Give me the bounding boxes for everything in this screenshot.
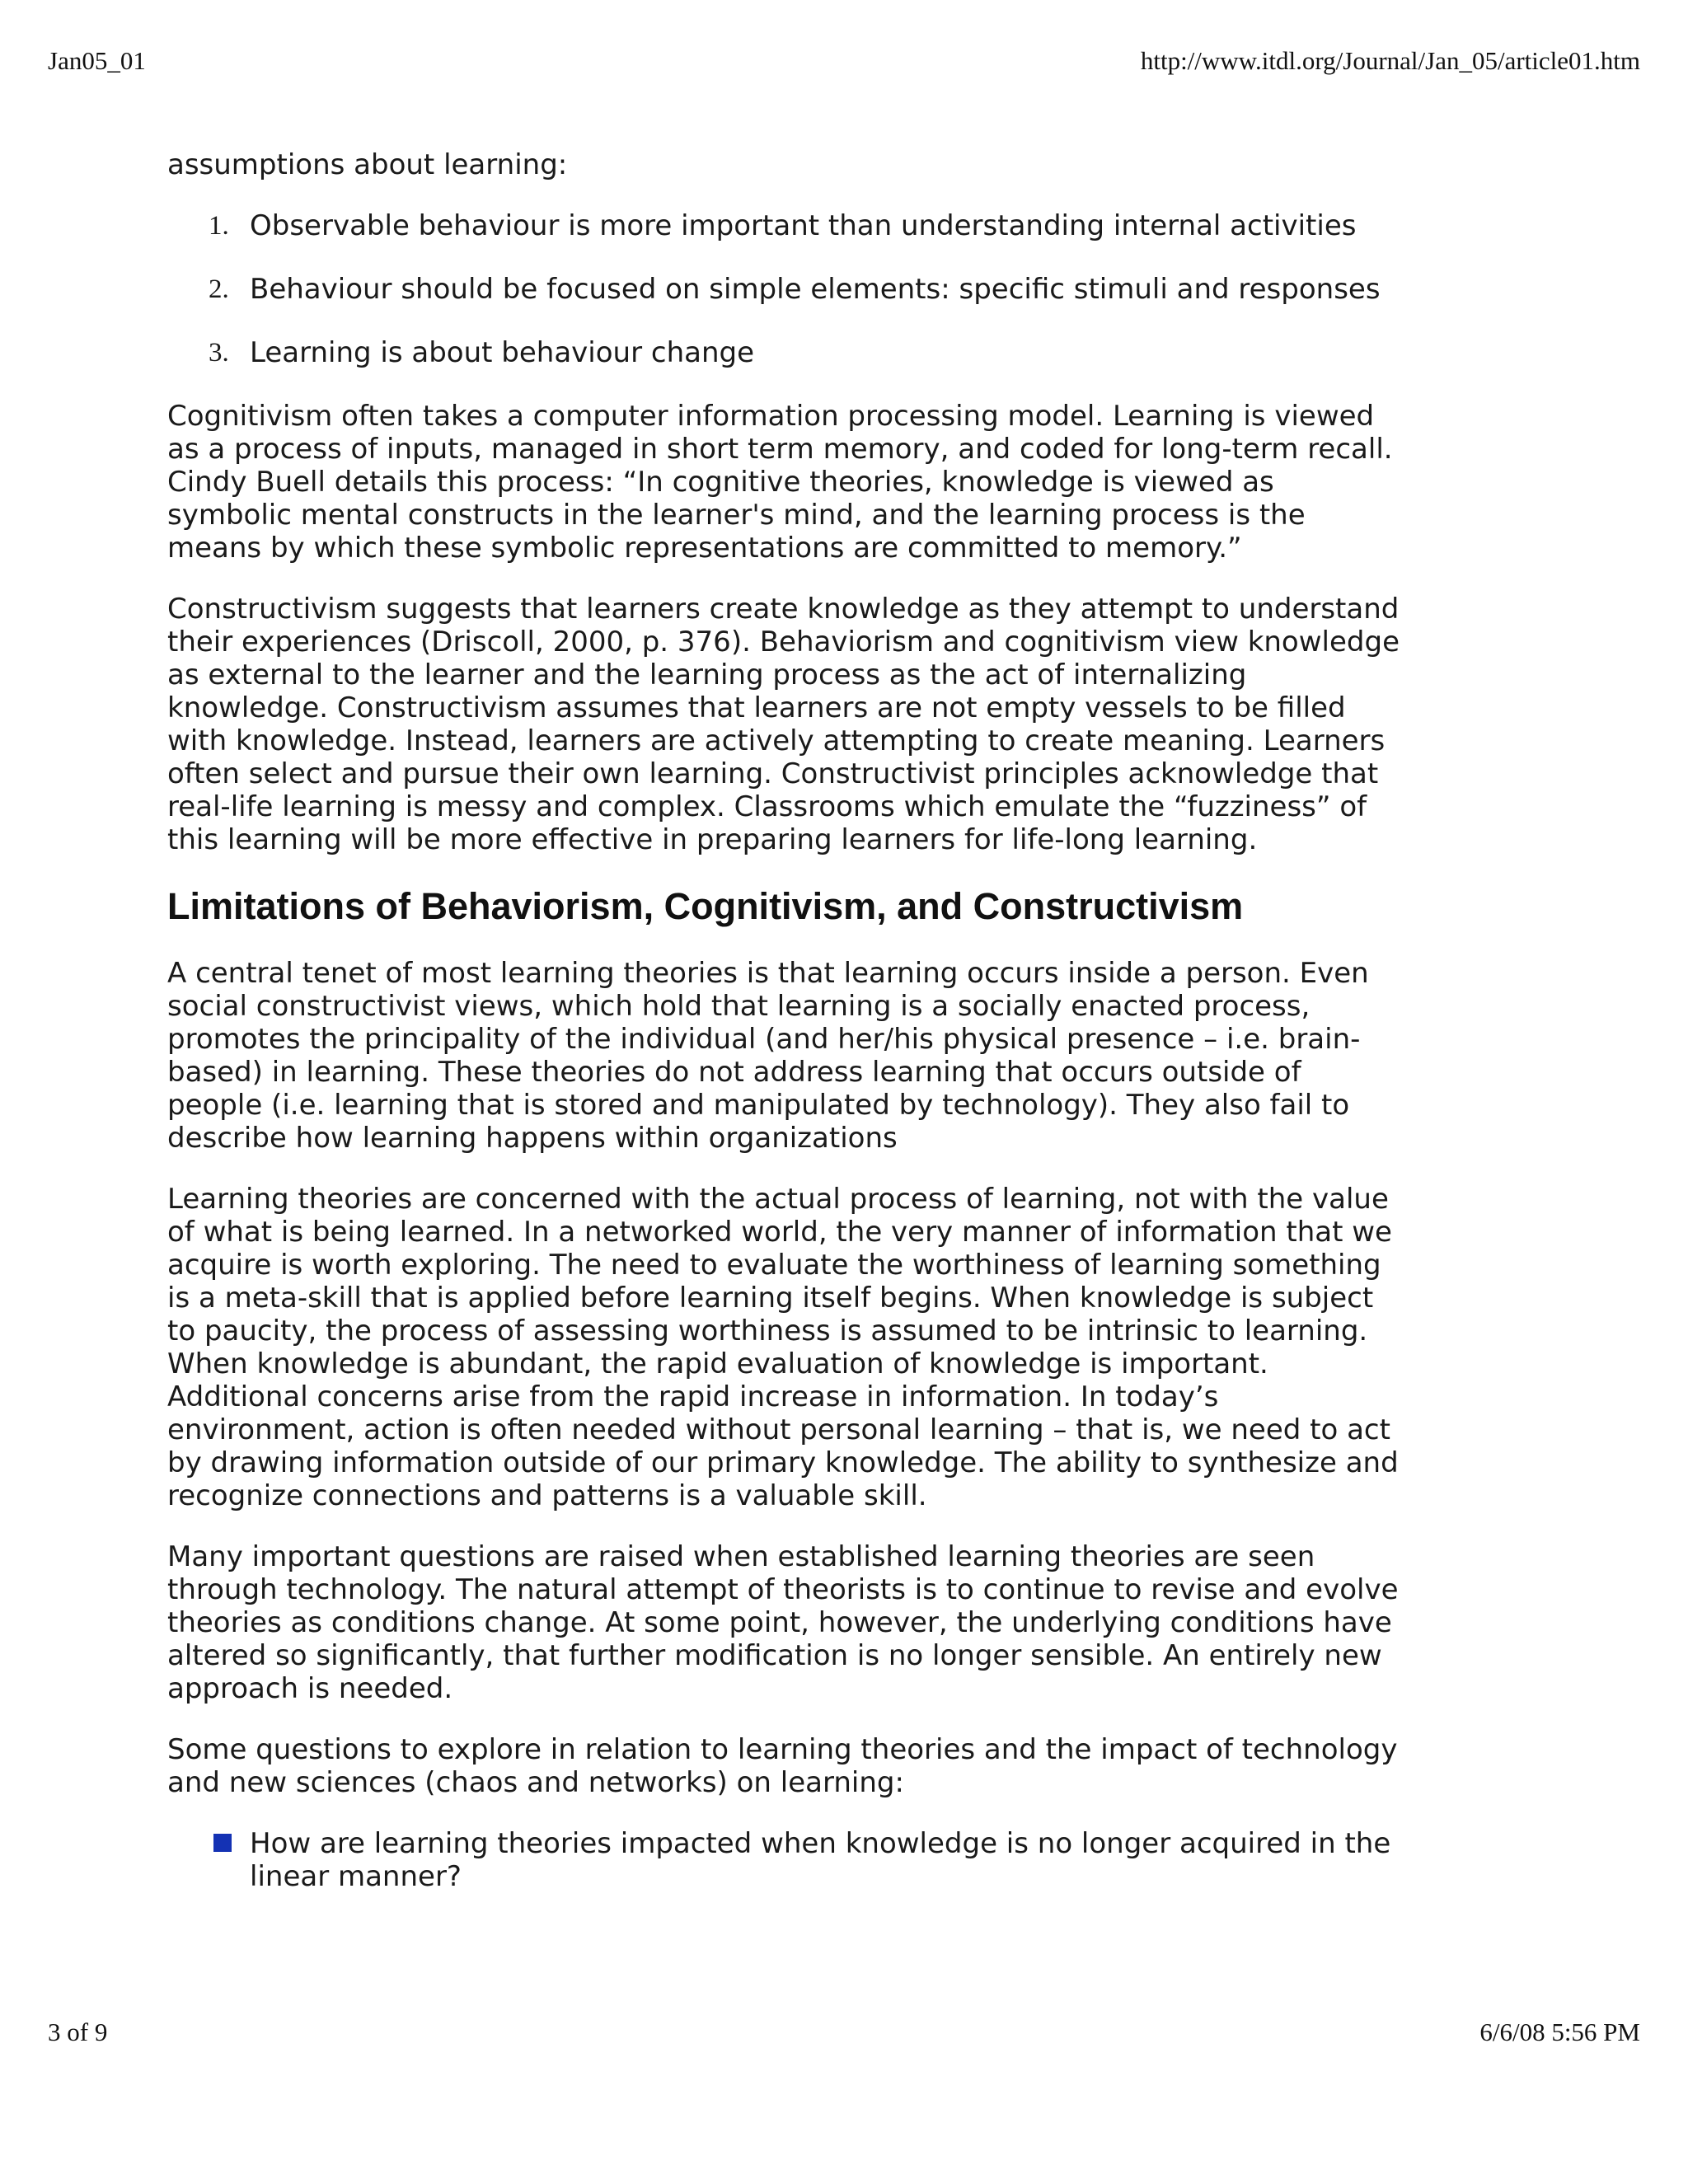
list-number: 3. — [209, 338, 229, 368]
list-item-text: Learning is about behaviour change — [250, 336, 754, 369]
article-content — [167, 148, 1404, 1893]
square-bullet-icon — [213, 1834, 232, 1852]
paragraph-central-tenet: A central tenet of most learning theories is that learning occurs inside a person. Even social constructivist views, which hold that learning is a socially enacted process, promotes the principality of the individual (and her/his physical presence – i.e. brain-based) in learning. These theories do not address learning that occurs outside of people (i.e. learning that is stored and manipulated by technology). They also fail to describe how learning happens within organizations — [167, 957, 1369, 1155]
list-item-text: Behaviour should be focused on simple elements: specific stimuli and responses — [250, 273, 1381, 306]
header-page-label: Jan05_01 — [48, 46, 146, 75]
list-item — [167, 273, 1404, 306]
paragraph-questions-raised: Many important questions are raised when established learning theories are seen through technology. The natural attempt of theorists is to continue to revise and evolve theories as conditions change. At some point, however, the underlying conditions have altered so significantly, that further modification is no longer sensible. An entirely new approach is needed. — [167, 1540, 1399, 1705]
paragraph-constructivism: Constructivism suggests that learners create knowledge as they attempt to understand their experiences (Driscoll, 2000, p. 376). Behaviorism and cognitivism view knowledge as external to the learner and the learning process as the act of internalizing knowledge. Constructivism assumes that learners are not empty vessels to be filled with knowledge. Instead, learners are actively attempting to create meaning. Learners often select and pursue their own learning. Constructivist principles acknowledge that real-life learning is messy and complex. Classrooms which emulate the “fuzziness” of this learning will be more effective in preparing learners for life-long learning. — [167, 593, 1400, 856]
questions-list — [167, 1827, 1404, 1893]
print-timestamp: 6/6/08 5:56 PM — [1479, 2018, 1640, 2046]
page-number: 3 of 9 — [48, 2018, 108, 2046]
section-heading: Limitations of Behaviorism, Cognitivism, and Constructivism — [167, 885, 1244, 927]
paragraph-learning-theories: Learning theories are concerned with the actual process of learning, not with the value of what is being learned. In a networked world, the very manner of information that we acquire is worth exploring. The need to evaluate the worthiness of learning something is a meta-skill that is applied before learning itself begins. When knowledge is subject to paucity, the process of assessing worthiness is assumed to be intrinsic to learning. When knowledge is abundant, the rapid evaluation of knowledge is important. Additional concerns arise from the rapid increase in information. In today’s environment, action is often needed without personal learning – that is, we need to act by drawing information outside of our primary knowledge. The ability to synthesize and recognize connections and patterns is a valuable skill. — [167, 1183, 1399, 1512]
list-number: 2. — [209, 274, 229, 304]
header-url: http://www.itdl.org/Journal/Jan_05/article01.htm — [1140, 46, 1640, 75]
paragraph-questions-intro: Some questions to explore in relation to learning theories and the impact of technology and new sciences (chaos and networks) on learning: — [167, 1733, 1398, 1799]
list-item — [167, 1827, 1404, 1893]
list-item — [167, 209, 1404, 242]
intro-text: assumptions about learning: — [167, 148, 568, 181]
paragraph-cognitivism: Cognitivism often takes a computer information processing model. Learning is viewed as a process of inputs, managed in short term memory, and coded for long-term recall. Cindy Buell details this process: “In cognitive theories, knowledge is viewed as symbolic mental constructs in the learner's mind, and the learning process is the means by which these symbolic representations are committed to memory.” — [167, 400, 1393, 565]
list-number: 1. — [209, 211, 229, 241]
question-text: How are learning theories impacted when knowledge is no longer acquired in the linear manner? — [250, 1827, 1391, 1893]
assumptions-list — [167, 209, 1404, 369]
list-item — [167, 336, 1404, 369]
list-item-text: Observable behaviour is more important than understanding internal activities — [250, 209, 1357, 242]
